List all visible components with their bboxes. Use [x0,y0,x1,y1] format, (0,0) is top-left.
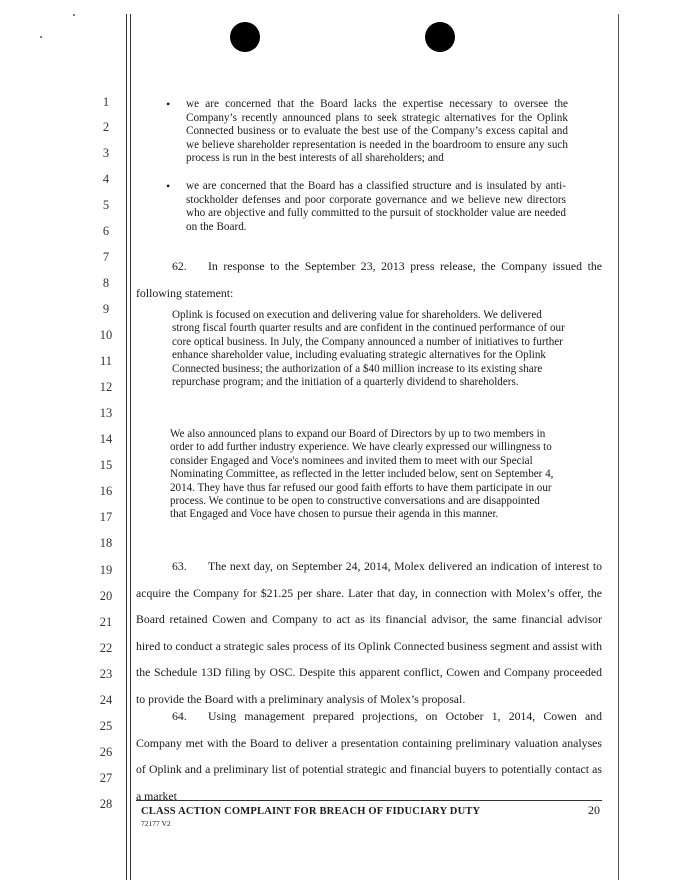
line-number: 9 [102,302,110,316]
punch-hole-left [230,22,260,52]
paragraph-62 [136,253,602,306]
punch-hole-right [425,22,455,52]
block-quote-1 [172,309,572,389]
line-number: 21 [99,615,113,629]
line-number: 23 [99,667,113,681]
paragraph-number: 63. [172,559,187,573]
page-number: 20 [588,803,600,817]
line-number: 20 [99,589,113,603]
line-number: 2 [102,120,110,134]
line-number: 5 [102,198,110,212]
bullet-item [166,97,568,166]
block-quote-2 [170,428,554,522]
line-number: 4 [102,172,110,186]
line-number: 24 [99,693,113,707]
line-number: 19 [99,563,113,577]
line-number: 16 [99,484,113,498]
line-number: 26 [99,745,113,759]
line-number: 6 [102,224,110,238]
right-margin-rule [618,14,619,880]
paragraph-text: The next day, on September 24, 2014, Molex delivered an indication of interest to acquire the Company for $21.25 per share. Later that day, in connection with Molex’s offer, the Board retained Cowen and Company to act as its financial advisor, the same financial advisor hired to conduct a strategic sales process of its Oplink Connected business segment and assist with the Schedule 13D filing by OSC. Despite this apparent conflict, Cowen and Company proceeded to provide the Board with a preliminary analysis of Molex’s proposal. [136,559,602,706]
line-number: 15 [99,458,113,472]
scan-speck [40,36,42,38]
line-number: 28 [99,797,113,811]
bullet-item [166,179,566,234]
line-number: 18 [99,536,113,550]
scan-speck [73,14,75,16]
line-number: 7 [102,250,110,264]
line-number: 13 [99,406,113,420]
line-number: 22 [99,641,113,655]
paragraph-63 [136,553,602,712]
paragraph-text: Using management prepared projections, on October 1, 2014, Cowen and Company met with the Board to deliver a presentation containing preliminary valuation analyses of Oplink and a preliminary list of potential strategic and financial buyers to potentially contact as a market [136,709,602,803]
paragraph-number: 62. [172,259,187,273]
line-number: 11 [99,354,113,368]
line-number: 10 [99,328,113,342]
paragraph-64 [136,703,602,809]
footer-title: CLASS ACTION COMPLAINT FOR BREACH OF FIDUCIARY DUTY [141,806,481,817]
line-number: 3 [102,146,110,160]
quote-text: Oplink is focused on execution and delivering value for shareholders. We delivered strong fiscal fourth quarter results and are confident in the continued performance of our core optical business. In July, the Company announced a number of initiatives to further enhance shareholder value, including evaluating strategic alternatives for the Oplink Connected business; the authorization of a $40 million increase to its existing share repurchase program; and the initiation of a quarterly dividend to shareholders. [172,309,565,389]
line-number: 8 [102,276,110,290]
footer-doc-code: 72177 V2 [141,819,171,828]
left-margin-rule-double [130,14,131,880]
line-number: 1 [102,95,110,109]
bullet-text: we are concerned that the Board lacks the expertise necessary to oversee the Company’s recently announced plans to seek strategic alternatives for the Oplink Connected business or to evaluate the best use of the Company’s excess capital and we believe shareholder representation is needed in the boardroom to ensure any such process is run in the best interests of all shareholders; and [186,98,568,165]
quote-text: We also announced plans to expand our Board of Directors by up to two members in order to add further industry experience. We have clearly expressed our willingness to consider Engaged and Voce's nominees and invited them to meet with our Special Nominating Committee, as reflected in the letter included below, sent on September 4, 2014. They have thus far refused our good faith efforts to have them participate in our process. We continue to be open to constructive conversations and are disappointed that Engaged and Voce have chosen to pursue their agenda in this manner. [170,428,554,521]
line-number: 14 [99,432,113,446]
paragraph-number: 64. [172,709,187,723]
bullet-icon: • [166,97,171,111]
line-number: 27 [99,771,113,785]
bullet-icon: • [166,179,171,193]
line-number: 17 [99,510,113,524]
line-number: 12 [99,380,113,394]
left-margin-rule [126,14,127,880]
footer-rule [136,800,602,801]
bullet-text: we are concerned that the Board has a classified structure and is insulated by anti-stockholder defenses and poor corporate governance and we believe new directors who are objective and fully committed to the pursuit of stockholder value are needed on the Board. [186,180,566,233]
paragraph-text: In response to the September 23, 2013 press release, the Company issued the following statement: [136,259,602,300]
line-number: 25 [99,719,113,733]
